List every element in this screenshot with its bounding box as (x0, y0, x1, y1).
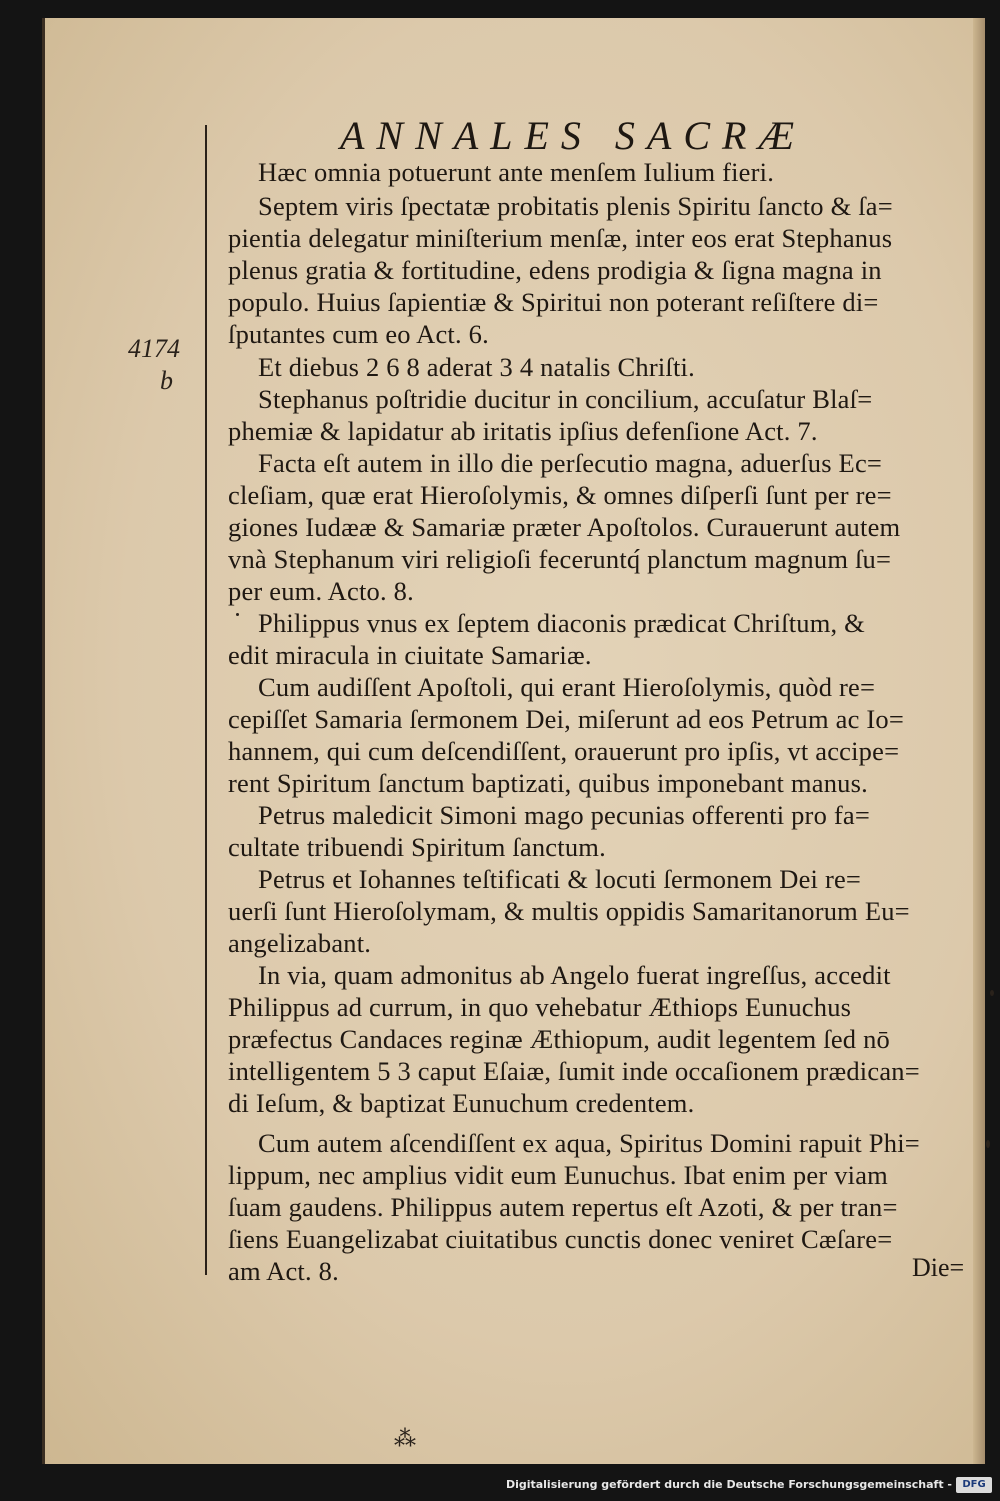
text-line: ſuam gaudens. Philippus autem repertus eſt Azoti, & per tran= (228, 1192, 898, 1222)
text-line: Facta eſt autem in illo die perſecutio magna, aduerſus Ec= (258, 448, 883, 478)
ink-speck (986, 1140, 990, 1148)
margin-note-number: 4174 (128, 334, 180, 363)
digitization-credit: Digitalisierung gefördert durch die Deutsche Forschungsgemeinschaft - (505, 1478, 952, 1491)
text-line: lippum, nec amplius vidit eum Eunuchus. Ibat enim per viam (228, 1160, 888, 1190)
text-line: am Act. 8. (228, 1256, 339, 1286)
text-line: cultate tribuendi Spiritum ſanctum. (228, 832, 606, 862)
text-line: Hæc omnia potuerunt ante menſem Iulium fieri. (258, 157, 775, 187)
text-line: Philippus ad currum, in quo vehebatur Æthiops Eunuchus (228, 992, 852, 1022)
text-line: ſiens Euangelizabat ciuitatibus cunctis donec veniret Cæſare= (228, 1224, 893, 1254)
signature-mark: ⁂ (394, 1426, 416, 1451)
text-line: phemiæ & lapidatur ab iritatis ipſius defenſione Act. 7. (228, 416, 818, 446)
text-line: Cum audiſſent Apoſtoli, qui erant Hieroſolymis, quòd re= (258, 672, 876, 702)
text-line: cleſiam, quæ erat Hieroſolymis, & omnes diſperſi ſunt per re= (228, 480, 892, 510)
text-line: Cum autem aſcendiſſent ex aqua, Spiritus Domini rapuit Phi= (258, 1128, 920, 1158)
text-line: Philippus vnus ex ſeptem diaconis prædicat Chriſtum, & (258, 608, 865, 638)
text-line: giones Iudææ & Samariæ præter Apoſtolos. Curauerunt autem (228, 512, 901, 542)
footer-bar (0, 1464, 1000, 1501)
text-line: plenus gratia & fortitudine, edens prodigia & ſigna magna in (228, 255, 882, 285)
text-line: Petrus maledicit Simoni mago pecunias offerenti pro fa= (258, 800, 870, 830)
text-line: Septem viris ſpectatæ probitatis plenis Spiritu ſancto & ſa= (258, 191, 893, 221)
running-header: ANNALES SACRÆ (340, 113, 807, 158)
text-line: intelligentem 5 3 caput Eſaiæ, ſumit inde occaſionem prædican= (228, 1056, 920, 1086)
text-line: pientia delegatur miniſterium menſæ, inter eos erat Stephanus (228, 223, 893, 253)
text-line: hannem, qui cum deſcendiſſent, orauerunt pro ipſis, vt accipe= (228, 736, 900, 766)
text-line: ſputantes cum eo Act. 6. (228, 319, 489, 349)
ink-speck (990, 990, 994, 996)
text-line: di Ieſum, & baptizat Eunuchum credentem. (228, 1088, 695, 1118)
dfg-logo: DFG (956, 1477, 992, 1493)
text-line: angelizabant. (228, 928, 372, 958)
text-line: vnà Stephanum viri religioſi feceruntq́ planctum magnum ſu= (228, 544, 892, 574)
text-line: edit miracula in ciuitate Samariæ. (228, 640, 592, 670)
text-line: præfectus Candaces reginæ Æthiopum, audit legentem ſed nō (228, 1024, 890, 1054)
text-line: Petrus et Iohannes teſtificati & locuti ſermonem Dei re= (258, 864, 862, 894)
text-line: Et diebus 2 6 8 aderat 3 4 natalis Chriſti. (258, 352, 695, 382)
text-line: cepiſſet Samaria ſermonem Dei, miſerunt ad eos Petrum ac Io= (228, 704, 904, 734)
text-line: uerſi ſunt Hieroſolymam, & multis oppidis Samaritanorum Eu= (228, 896, 910, 926)
text-line: per eum. Acto. 8. (228, 576, 414, 606)
text-line: rent Spiritum ſanctum baptizati, quibus imponebant manus. (228, 768, 868, 798)
text-line: Stephanus poſtridie ducitur in concilium, accuſatur Blaſ= (258, 384, 873, 414)
text-line: populo. Huius ſapientiæ & Spiritui non poterant reſiſtere di= (228, 287, 879, 317)
margin-note-letter: b (160, 366, 173, 395)
catchword: Die= (912, 1253, 965, 1282)
ink-speck (236, 613, 239, 616)
text-line: In via, quam admonitus ab Angelo fuerat ingreſſus, accedit (258, 960, 891, 990)
